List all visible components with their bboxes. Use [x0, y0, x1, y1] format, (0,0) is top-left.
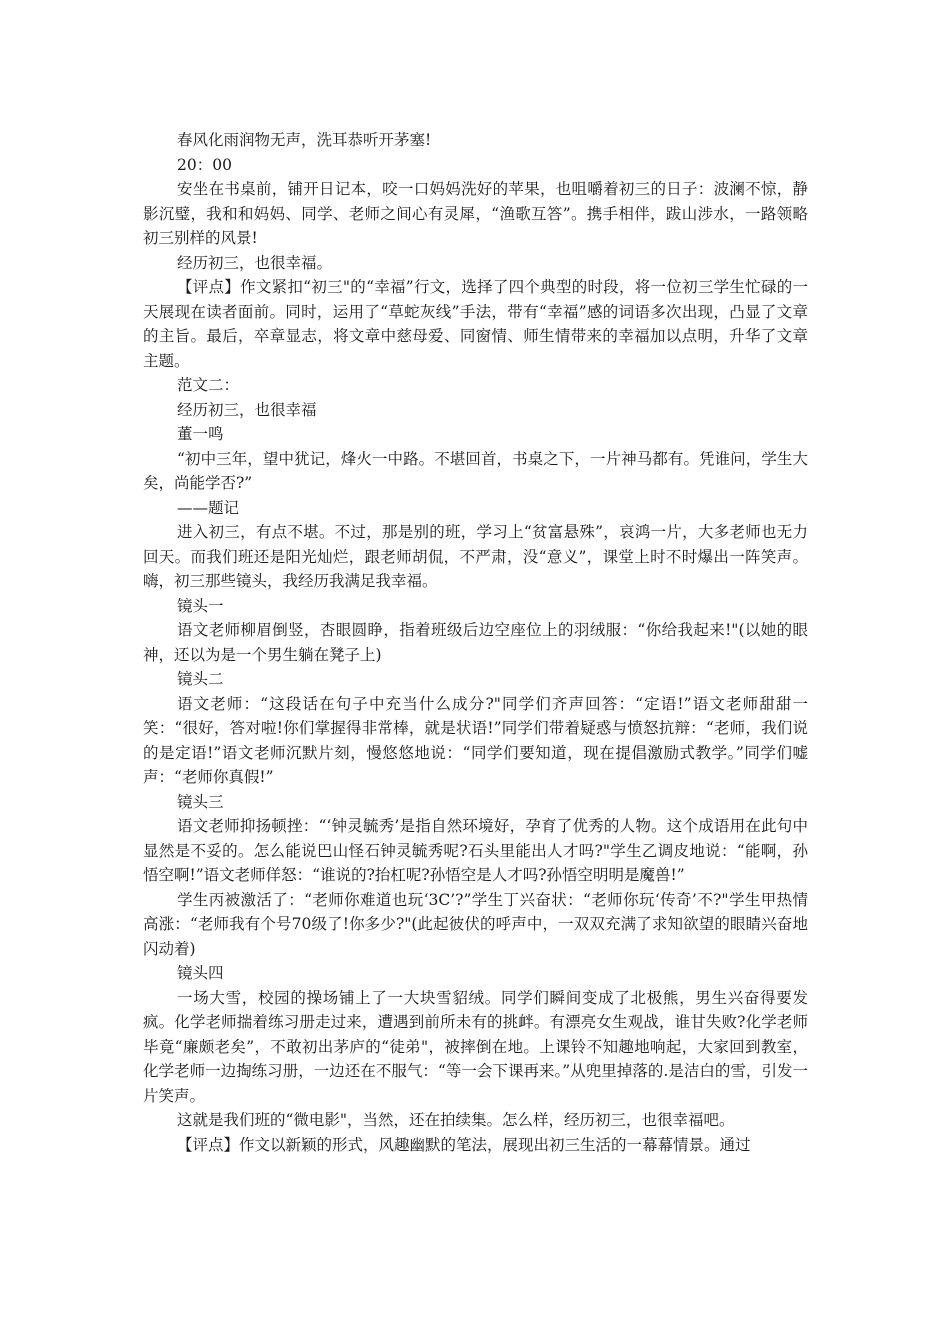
paragraph-motto: 春风化雨润物无声，洗耳恭听开茅塞!: [177, 131, 432, 149]
paragraph: 安坐在书桌前，铺开日记本，咬一口妈妈洗好的苹果，也咀嚼着初三的日子：波澜不惊，静影沉璧，我和和妈妈、同学、老师之间心有灵犀，“渔歌互答”。携手相伴，跋山涉水，一路领略初三别样的风景!: [143, 180, 808, 247]
essay-author: 董一鸣: [177, 425, 224, 443]
paragraph-time: 20：00: [177, 155, 232, 174]
essay-title: 经历初三，也很幸福: [177, 400, 317, 419]
epigraph: “初中三年，望中犹记，烽火一中路。不堪回首，书桌之下，一片神马都有。凭谁问，学生大矣，尚能学否?”: [143, 449, 808, 492]
epigraph-attribution: ——题记: [177, 498, 240, 517]
paragraph: 经历初三，也很幸福。: [177, 253, 333, 272]
paragraph: 一场大雪，校园的操场铺上了一大块雪貂绒。同学们瞬间变成了北极熊，男生兴奋得要发疯。化学老师揣着练习册走过来，遭遇到前所未有的挑衅。有漂亮女生观战，谁甘失败?化学老师毕竟“廉颇老矣”，不敢初出茅庐的“徒弟"，被摔倒在地。上课铃不知趣地响起，大家回到教室，化学老师一边掏练习册，一边还在不服气：“等一会下课再来。”从兜里掉落的.是洁白的雪，引发一片笑声。: [143, 988, 808, 1105]
scene-heading: 镜头一: [177, 596, 224, 615]
scene-heading: 镜头四: [177, 964, 224, 982]
paragraph-comment: 【评点】作文以新颖的形式，风趣幽默的笔法，展现出初三生活的一幕幕情景。通过: [177, 1135, 751, 1154]
paragraph: 语文老师柳眉倒竖，杏眼圆睁，指着班级后边空座位上的羽绒服：“你给我起来!"(以她的眼神，还以为是一个男生躺在凳子上): [143, 621, 808, 664]
scene-heading: 镜头二: [177, 670, 224, 688]
paragraph: 语文老师抑扬顿挫：“‘钟灵毓秀’是指自然环境好，孕育了优秀的人物。这个成语用在此句中显然是不妥的。怎么能说巴山怪石钟灵毓秀呢?石头里能出人才吗?"学生乙调皮地说：“能啊，孙悟空啊!”语文老师佯怒：“谁说的?抬杠呢?孙悟空是人才吗?孙悟空明明是魔兽!”: [143, 817, 808, 884]
section-heading: 范文二：: [177, 376, 240, 394]
paragraph: 这就是我们班的“微电影"，当然，还在拍续集。怎么样，经历初三，也很幸福吧。: [177, 1111, 735, 1129]
document-body: [143, 128, 808, 1157]
scene-heading: 镜头三: [177, 792, 224, 811]
paragraph: 学生丙被激活了：“老师你难道也玩‘3C’?”学生丁兴奋状：“老师你玩‘传奇’不?"学生甲热情高涨：“老师我有个号70级了!你多少?"(此起彼伏的呼声中，一双双充满了求知欲望的眼睛兴奋地闪动着): [143, 890, 808, 958]
paragraph: 进入初三，有点不堪。不过，那是别的班，学习上“贫富悬殊”，哀鸿一片，大多老师也无力回天。而我们班还是阳光灿烂，跟老师胡侃，不严肃，没“意义”，课堂上时不时爆出一阵笑声。嗨，初三那些镜头，我经历我满足我幸福。: [143, 523, 808, 590]
paragraph-comment: 【评点】作文紧扣“初三"的“幸福”行文，选择了四个典型的时段，将一位初三学生忙碌的一天展现在读者面前。同时，运用了“草蛇灰线”手法，带有“幸福”感的词语多次出现，凸显了文章的主旨。最后，卒章显志，将文章中慈母爱、同窗情、师生情带来的幸福加以点明，升华了文章主题。: [143, 278, 808, 370]
paragraph: 语文老师：“这段话在句子中充当什么成分?"同学们齐声回答：“定语!”语文老师甜甜一笑：“很好，答对啦!你们掌握得非常棒，就是状语!”同学们带着疑惑与愤怒抗辩：“老师，我们说的是定语!”语文老师沉默片刻，慢悠悠地说：“同学们要知道，现在提倡激励式教学。”同学们嘘声：“老师你真假!”: [143, 694, 808, 786]
